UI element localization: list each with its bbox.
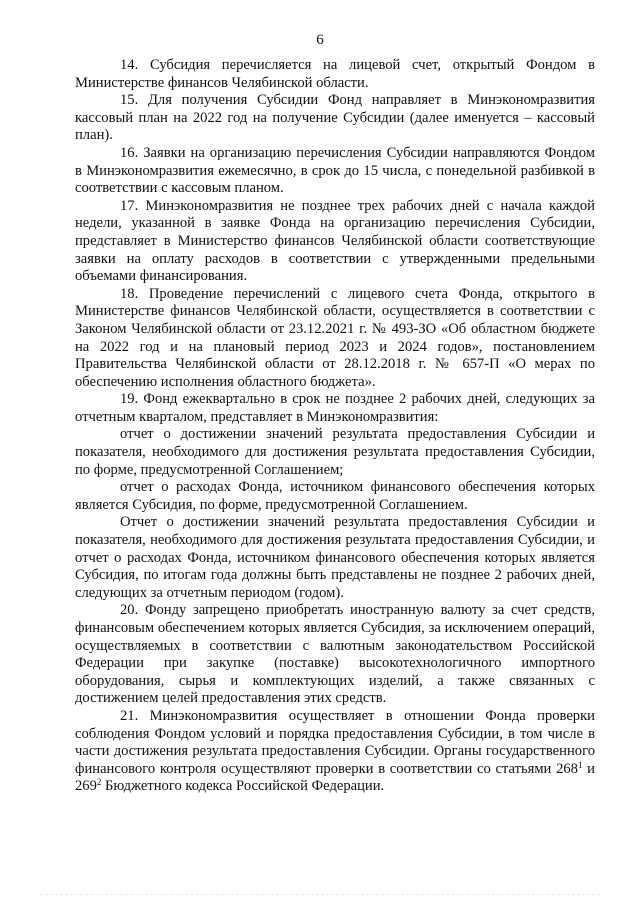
paragraph-18: 18. Проведение перечислений с лицевого счета Фонда, открытого в Министерстве финансов Челябинской области, осуществляется в соответствии с Законом Челябинской области от 23.12.2021 г. № 493-ЗО «Об областном бюджете на 2022 год и на плановый период 2023 и 2024 годов», постановлением Правительства Челябинской области от 28.12.2018 г. № 657-П «О мерах по обеспечению исполнения областного бюджета». — [75, 285, 595, 390]
paragraph-annual-reports: Отчет о достижении значений результата предоставления Субсидии и показателя, необходимого для достижения результата предоставления Субсидии, и отчет о расходах Фонда, источником финансового обеспечения которых является Субсидия, по итогам года должны быть представлены не позднее 2 рабочих дней, следующих за отчетным периодом (годом). — [75, 514, 595, 601]
paragraph-20: 20. Фонду запрещено приобретать иностранную валюту за счет средств, финансовым обеспечением которых является Субсидия, за исключением операций, осуществляемых в соответствии с валютным законодательством Российской Федерации при закупке (поставке) высокотехнологичного импортного оборудования, сырья и комплектующих изделий, а также связанных с достижением целей предоставления этих средств. — [75, 602, 595, 707]
paragraph-21 — [75, 708, 595, 796]
article-superscript-1: 1 — [577, 759, 583, 770]
paragraph-16: 16. Заявки на организацию перечисления Субсидии направляются Фондом в Минэкономразвития ежемесячно, в срок до 15 числа, с понедельной разбивкой в соответствии с кассовым планом. — [75, 144, 595, 197]
paragraph-21-text-c: Бюджетного кодекса Российской Федерации. — [101, 778, 385, 795]
paragraph-21-text-a: 21. Минэкономразвития осуществляет в отношении Фонда проверки соблюдения Фондом условий и порядка предоставления Субсидии, в том числе в части достижения результата предоставления Субсидии. Органы государственного финансового контроля осуществляют проверки в соответствии со статьями 268 — [75, 707, 595, 777]
article-superscript-2: 2 — [96, 777, 102, 788]
scan-edge-artifact — [40, 894, 600, 898]
paragraph-19: 19. Фонд ежеквартально в срок не позднее 2 рабочих дней, следующих за отчетным кварталом, представляет в Минэкономразвития: — [75, 391, 595, 425]
paragraph-19-report-results: отчет о достижении значений результата предоставления Субсидии и показателя, необходимого для достижения результата предоставления Субсидии, по форме, предусмотренной Соглашением; — [75, 426, 595, 478]
paragraph-15: 15. Для получения Субсидии Фонд направляет в Минэкономразвития кассовый план на 2022 год на получение Субсидии (далее именуется – кассовый план). — [75, 92, 595, 144]
document-body — [75, 57, 595, 796]
paragraph-14: 14. Субсидия перечисляется на лицевой счет, открытый Фондом в Министерстве финансов Челябинской области. — [75, 57, 595, 91]
paragraph-19-report-expenses: отчет о расходах Фонда, источником финансового обеспечения которых является Субсидия, по форме, предусмотренной Соглашением. — [75, 479, 595, 513]
page-number: 6 — [316, 32, 324, 48]
paragraph-21-text-b: и 269 — [75, 760, 595, 795]
paragraph-17: 17. Минэкономразвития не позднее трех рабочих дней с начала каждой недели, указанной в заявке Фонда на организацию перечисления Субсидии, представляет в Министерство финансов Челябинской области соответствующие заявки на оплату расходов в соответствии с утвержденными предельными объемами финансирования. — [75, 197, 595, 285]
